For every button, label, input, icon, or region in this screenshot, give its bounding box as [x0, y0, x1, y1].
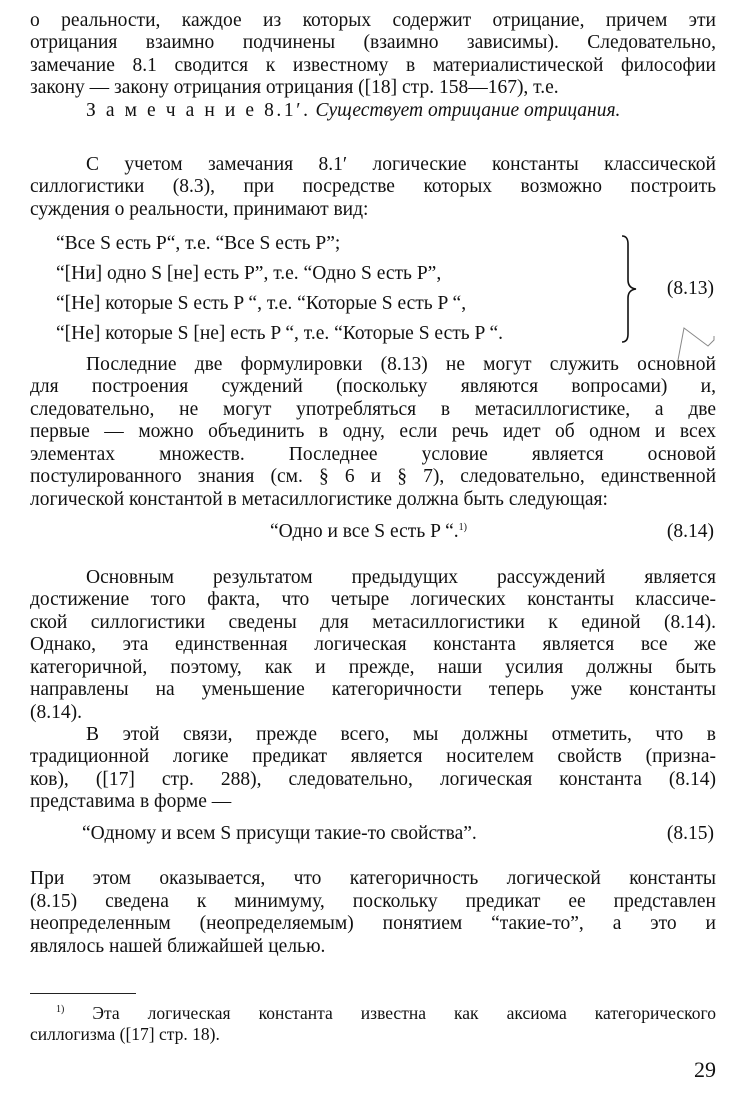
- remark-text: Существует отрицание отрицания.: [315, 100, 621, 121]
- paragraph-line: для построения суждений (поскольку являются вопросами) и,: [30, 376, 716, 397]
- paragraph-line: В этой связи, прежде всего, мы должны отметить, что в: [86, 724, 716, 745]
- paragraph-line: (8.14).: [30, 702, 82, 723]
- paragraph-line: достижение того факта, что четыре логических константы классиче-: [30, 589, 716, 610]
- footnote-text: Эта логическая константа известна как аксиома категорического: [92, 1003, 717, 1023]
- remark-label: З а м е ч а н и е 8.1′.: [86, 100, 311, 121]
- paragraph-line: логической константой в метасиллогистике должна быть следующая:: [30, 489, 608, 510]
- paragraph-line: Последние две формулировки (8.13) не могут служить основной: [86, 354, 716, 375]
- paragraph-line: направлены на уменьшение категоричности теперь уже константы: [30, 679, 716, 700]
- footnote-separator: [30, 993, 136, 994]
- paragraph-line: о реальности, каждое из которых содержит отрицание, причем эти: [30, 10, 716, 31]
- footnote-line: [56, 1003, 716, 1024]
- paragraph-line: постулированного знания (см. § 6 и § 7), следовательно, единственной: [30, 466, 716, 487]
- paragraph-line: С учетом замечания 8.1′ логические константы классической: [86, 154, 716, 175]
- paragraph-line: При этом оказывается, что категоричность логической константы: [30, 868, 716, 889]
- paragraph-line: элементах множеств. Последнее условие является основой: [30, 444, 716, 465]
- equation-number-8-14: (8.14): [666, 521, 714, 542]
- paragraph-line: ков), ([17] стр. 288), следовательно, логическая константа (8.14): [30, 769, 716, 790]
- paragraph-line: суждения о реальности, принимают вид:: [30, 199, 369, 220]
- paragraph-line: первые — можно объединить в одну, если речь идет об одном и всех: [30, 421, 716, 442]
- paragraph-line: представима в форме —: [30, 791, 232, 812]
- paragraph-line: (8.15) сведена к минимуму, поскольку предикат ее представлен: [30, 891, 716, 912]
- equation-number-8-15: (8.15): [666, 823, 714, 844]
- curly-brace-icon: [618, 234, 640, 344]
- page-number: 29: [694, 1057, 716, 1082]
- paragraph-line: категоричной, поэтому, как и прежде, наши усилия должны быть: [30, 657, 716, 678]
- paragraph-line: традиционной логике предикат является носителем свойств (призна-: [30, 746, 716, 767]
- formula-8-13-line: “Все S есть P“, т.е. “Все S есть P”;: [56, 233, 341, 254]
- footnote-line: силлогизма ([17] стр. 18).: [30, 1024, 220, 1044]
- paragraph-line: силлогистики (8.3), при посредстве которых возможно построить: [30, 176, 716, 197]
- formula-8-14: [270, 521, 467, 543]
- formula-8-13-line: “[Не] которые S есть P “, т.е. “Которые S есть P “,: [56, 293, 467, 314]
- footnote-mark: 1): [56, 1004, 65, 1015]
- paragraph-line: Основным результатом предыдущих рассуждений является: [86, 567, 716, 588]
- paragraph-line: следовательно, не могут употребляться в метасиллогистике, а две: [30, 399, 716, 420]
- paragraph-line: Однако, эта единственная логическая константа является все же: [30, 634, 716, 655]
- footnote-reference[interactable]: 1): [458, 522, 467, 533]
- remark-8-1-prime: [86, 100, 716, 122]
- paragraph-line: ской силлогистики сведены для метасиллогистики к единой (8.14).: [30, 612, 716, 633]
- formula-8-15: “Одному и всем S присущи такие-то свойства”.: [82, 823, 477, 844]
- pencil-mark-icon: [670, 322, 730, 362]
- equation-number-8-13: (8.13): [666, 278, 714, 299]
- paragraph-line: являлось нашей ближайшей целью.: [30, 936, 326, 957]
- formula-8-13-line: “[Не] которые S [не] есть P “, т.е. “Которые S есть P “.: [56, 323, 504, 344]
- paragraph-line: отрицания взаимно подчинены (взаимно зависимы). Следовательно,: [30, 32, 716, 53]
- formula-8-14-text: “Одно и все S есть P “.: [270, 521, 459, 542]
- paragraph-line: неопределенным (неопределяемым) понятием “такие-то”, а это и: [30, 913, 716, 934]
- paragraph-line: замечание 8.1 сводится к известному в материалистической философии: [30, 55, 716, 76]
- formula-8-13-line: “[Ни] одно S [не] есть P”, т.е. “Одно S есть P”,: [56, 263, 442, 284]
- paragraph-line: закону — закону отрицания отрицания ([18] стр. 158—167), т.е.: [30, 77, 559, 98]
